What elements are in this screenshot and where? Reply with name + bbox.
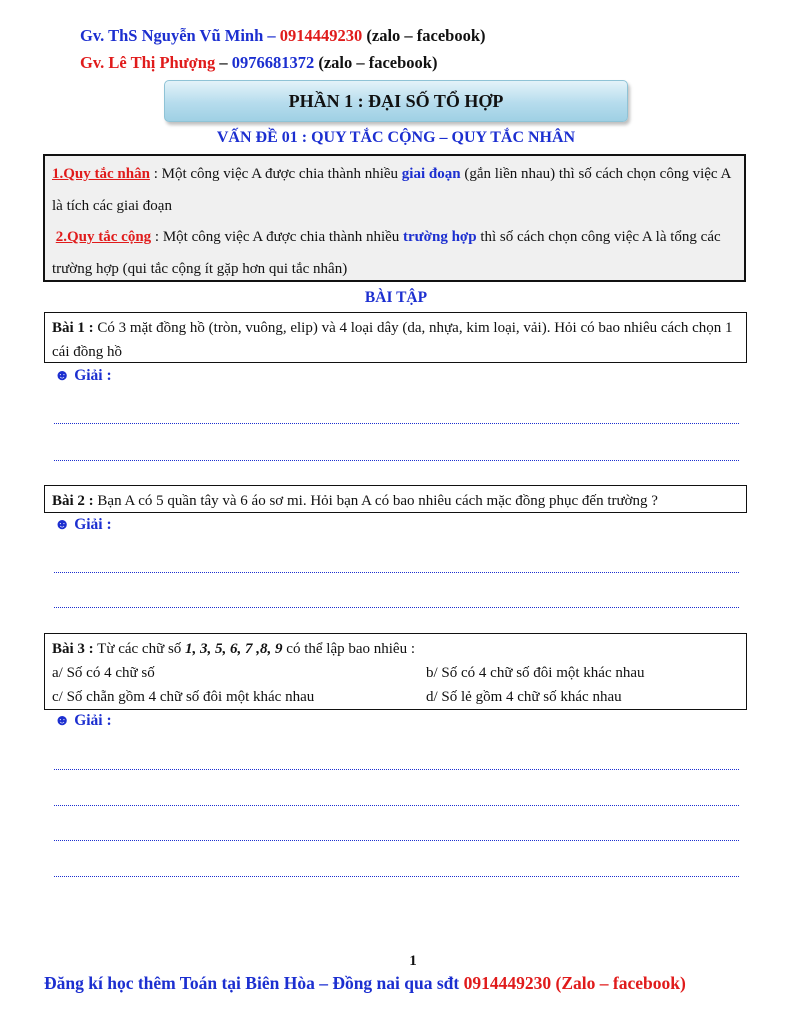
exercise-3-box xyxy=(44,633,747,710)
answer-line[interactable] xyxy=(54,840,739,841)
exercise-3-question xyxy=(52,637,739,661)
teacher-1-name: Gv. ThS Nguyễn Vũ Minh – xyxy=(80,26,276,45)
teacher-2-name: Gv. Lê Thị Phượng xyxy=(80,53,216,72)
footer-phone: 0914449230 (Zalo – facebook) xyxy=(463,973,686,993)
exercise-3-options-row-2 xyxy=(52,685,739,709)
rule-1-keyword: giai đoạn xyxy=(401,166,461,182)
part-title: PHẦN 1 : ĐẠI SỐ TỔ HỢP xyxy=(288,90,504,111)
answer-line[interactable] xyxy=(54,423,739,424)
answer-line[interactable] xyxy=(54,769,739,770)
exercise-1-text: Có 3 mặt đồng hồ (tròn, vuông, elip) và 4 loại dây (da, nhựa, kim loại, vải). Hỏi có bao nhiêu cách chọn 1 cái đồng hồ xyxy=(52,320,733,360)
teacher-2-phone: 0976681372 xyxy=(231,53,315,72)
rule-1-text-b: (gắn liền nhau) thì số cách chọn công việc A là tích các giai đoạn xyxy=(52,166,731,214)
exercise-3-option-a: a/ Số có 4 chữ số xyxy=(52,665,155,681)
answer-line[interactable] xyxy=(54,460,739,461)
exercises-title: BÀI TẬP xyxy=(364,289,428,306)
rule-2-label: 2.Quy tắc cộng xyxy=(55,229,152,245)
rule-addition xyxy=(52,222,737,285)
rule-2-text-a: : Một công việc A được chia thành nhiều xyxy=(151,229,404,245)
solve-text: Giải : xyxy=(74,712,112,729)
smiley-icon: ☻ xyxy=(54,712,71,729)
rules-box xyxy=(43,154,746,282)
exercise-2-text: Bạn A có 5 quần tây và 6 áo sơ mi. Hỏi bạn A có bao nhiêu cách mặc đồng phục đến trường ? xyxy=(93,493,658,509)
part-title-banner xyxy=(164,80,628,122)
teacher-1-phone: 0914449230 xyxy=(279,26,363,45)
exercise-3-title: Bài 3 : xyxy=(52,641,94,657)
teacher-2-contact: (zalo – facebook) xyxy=(318,53,438,72)
answer-line[interactable] xyxy=(54,805,739,806)
rule-1-label: 1.Quy tắc nhân xyxy=(52,166,150,182)
exercise-3-option-c: c/ Số chẵn gồm 4 chữ số đôi một khác nhau xyxy=(52,689,315,705)
answer-line[interactable] xyxy=(54,876,739,877)
exercise-2-title: Bài 2 : xyxy=(52,493,94,509)
footer-text: Đăng kí học thêm Toán tại Biên Hòa – Đồng nai qua sđt xyxy=(44,973,464,993)
solve-label-2 xyxy=(54,516,112,534)
teacher-2-sep: – xyxy=(219,53,228,72)
exercise-3-digits: 1, 3, 5, 6, 7 ,8, 9 xyxy=(185,641,283,657)
exercise-2-box xyxy=(44,485,747,513)
rule-2-text-b: thì số cách chọn công việc A là tổng các trường hợp (qui tắc cộng ít gặp hơn qui tắc nhân) xyxy=(52,229,721,277)
exercise-3-option-d: d/ Số lẻ gồm 4 chữ số khác nhau xyxy=(426,689,622,705)
rule-multiplication xyxy=(52,159,737,222)
solve-text: Giải : xyxy=(74,516,112,533)
teacher-2-line xyxy=(80,53,437,73)
smiley-icon: ☻ xyxy=(54,516,71,533)
teacher-1-line xyxy=(80,26,486,46)
rule-2-keyword: trường hợp xyxy=(403,229,477,245)
answer-line[interactable] xyxy=(54,572,739,573)
topic-title: VẤN ĐỀ 01 : QUY TẮC CỘNG – QUY TẮC NHÂN xyxy=(216,129,576,146)
footer xyxy=(44,973,686,994)
teacher-1-contact: (zalo – facebook) xyxy=(366,26,486,45)
exercise-1-box xyxy=(44,312,747,363)
exercise-3-text-b: có thể lập bao nhiêu : xyxy=(282,641,416,657)
solve-label-1 xyxy=(54,367,112,385)
smiley-icon: ☻ xyxy=(54,367,71,384)
rule-1-text-a: : Một công việc A được chia thành nhiều xyxy=(149,166,402,182)
page-number: 1 xyxy=(409,953,417,969)
answer-line[interactable] xyxy=(54,607,739,608)
solve-label-3 xyxy=(54,712,112,730)
exercise-3-options-row-1 xyxy=(52,661,739,685)
exercise-3-option-b: b/ Số có 4 chữ số đôi một khác nhau xyxy=(426,665,645,681)
exercise-3-text-a: Từ các chữ số xyxy=(93,641,186,657)
exercise-1-title: Bài 1 : xyxy=(52,320,94,336)
solve-text: Giải : xyxy=(74,367,112,384)
